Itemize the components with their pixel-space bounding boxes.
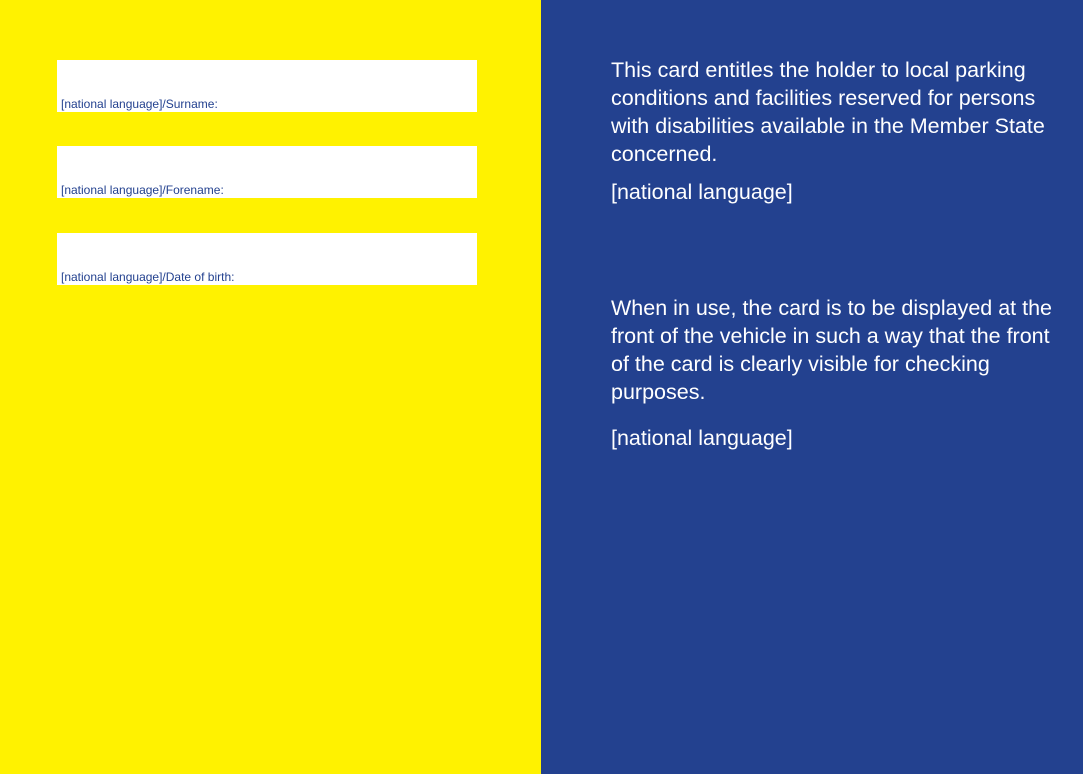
forename-label: [national language]/Forename: — [61, 183, 224, 197]
entitlement-translation: [national language] — [611, 180, 793, 204]
date-of-birth-field — [57, 233, 477, 285]
forename-field — [57, 146, 477, 198]
yellow-panel — [0, 0, 541, 774]
date-of-birth-label: [national language]/Date of birth: — [61, 270, 235, 284]
surname-field — [57, 60, 477, 112]
surname-label: [national language]/Surname: — [61, 97, 218, 111]
entitlement-text: This card entitles the holder to local parking conditions and facilities reserved for persons with disabilities available in the Member State concerned. — [611, 58, 1045, 166]
display-instructions-text: When in use, the card is to be displayed at the front of the vehicle in such a way that the front of the card is clearly visible for checking purposes. — [611, 296, 1053, 404]
blue-panel — [541, 0, 1083, 774]
display-instructions-translation: [national language] — [611, 426, 793, 450]
